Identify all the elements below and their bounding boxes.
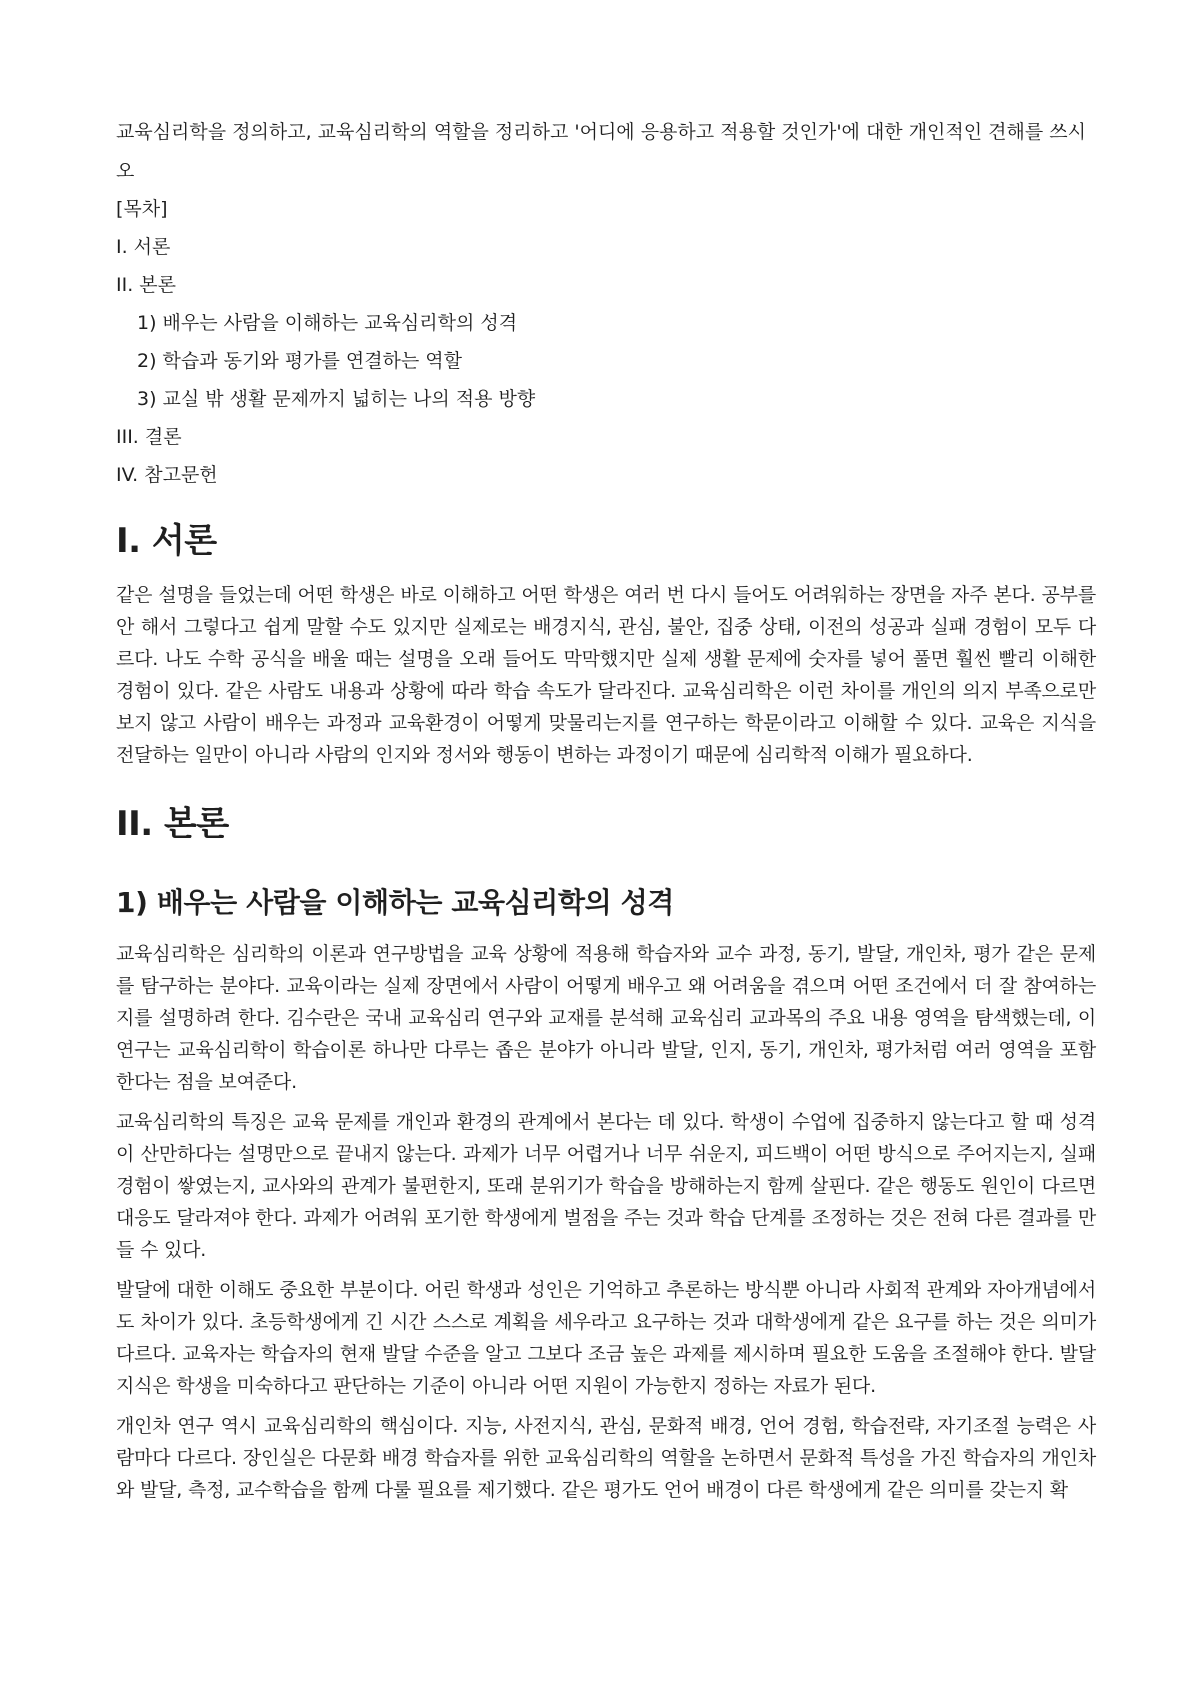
toc-item: III. 결론 — [116, 426, 182, 448]
toc-item: I. 서론 — [116, 236, 171, 258]
toc-subitem: 3) 교실 밖 생활 문제까지 넓히는 나의 적용 방향 — [137, 388, 536, 410]
section-heading-introduction: I. 서론 — [116, 521, 217, 561]
subsection-heading: 1) 배우는 사람을 이해하는 교육심리학의 성격 — [116, 886, 674, 919]
section-heading-main-body: II. 본론 — [116, 804, 229, 844]
toc-item: II. 본론 — [116, 274, 176, 296]
body-paragraph: 같은 설명을 들었는데 어떤 학생은 바로 이해하고 어떤 학생은 여러 번 다시 들어도 어려워하는 장면을 자주 본다. 공부를 안 해서 그렇다고 쉽게 말할 수도 있지만 실제로는 배경지식, 관심, 불안, 집중 상태, 이전의 성공과 실패 경험이 모두 다르다. 나도 수학 공식을 배울 때는 설명을 오래 들어도 막막했지만 실제 생활 문제에 숫자를 넣어 풀면 훨씬 빨리 이해한 경험이 있다. 같은 사람도 내용과 상황에 따라 학습 속도가 달라진다. 교육심리학은 이런 차이를 개인의 의지 부족으로만 보지 않고 사람이 배우는 과정과 교육환경이 어떻게 맞물리는지를 연구하는 학문이라고 이해할 수 있다. 교육은 지식을 전달하는 일만이 아니라 사람의 인지와 정서와 행동이 변하는 과정이기 때문에 심리학적 이해가 필요하다. — [116, 584, 1096, 766]
body-paragraph: 발달에 대한 이해도 중요한 부분이다. 어린 학생과 성인은 기억하고 추론하는 방식뿐 아니라 사회적 관계와 자아개념에서도 차이가 있다. 초등학생에게 긴 시간 스스로 계획을 세우라고 요구하는 것과 대학생에게 같은 요구를 하는 것은 의미가 다르다. 교육자는 학습자의 현재 발달 수준을 알고 그보다 조금 높은 과제를 제시하며 필요한 도움을 조절해야 한다. 발달 지식은 학생을 미숙하다고 판단하는 기준이 아니라 어떤 지원이 가능한지 정하는 자료가 된다. — [116, 1279, 1096, 1397]
toc-item: IV. 참고문헌 — [116, 464, 218, 486]
body-paragraph: 교육심리학은 심리학의 이론과 연구방법을 교육 상황에 적용해 학습자와 교수 과정, 동기, 발달, 개인차, 평가 같은 문제를 탐구하는 분야다. 교육이라는 실제 장면에서 사람이 어떻게 배우고 왜 어려움을 겪으며 어떤 조건에서 더 잘 참여하는지를 설명하려 한다. 김수란은 국내 교육심리 연구와 교재를 분석해 교육심리 교과목의 주요 내용 영역을 탐색했는데, 이 연구는 교육심리학이 학습이론 하나만 다루는 좁은 분야가 아니라 발달, 인지, 동기, 개인차, 평가처럼 여러 영역을 포함한다는 점을 보여준다. — [116, 943, 1096, 1093]
body-paragraph: 개인차 연구 역시 교육심리학의 핵심이다. 지능, 사전지식, 관심, 문화적 배경, 언어 경험, 학습전략, 자기조절 능력은 사람마다 다르다. 장인실은 다문화 배경 학습자를 위한 교육심리학의 역할을 논하면서 문화적 특성을 가진 학습자의 개인차와 발달, 측정, 교수학습을 함께 다룰 필요를 제기했다. 같은 평가도 언어 배경이 다른 학생에게 같은 의미를 갖는지 확 — [116, 1415, 1096, 1501]
assignment-prompt: 교육심리학을 정의하고, 교육심리학의 역할을 정리하고 '어디에 응용하고 적용할 것인가'에 대한 개인적인 견해를 쓰시오 — [116, 121, 1086, 182]
toc-subitem: 2) 학습과 동기와 평가를 연결하는 역할 — [137, 350, 463, 372]
table-of-contents — [116, 197, 1096, 488]
body-paragraph: 교육심리학의 특징은 교육 문제를 개인과 환경의 관계에서 본다는 데 있다. 학생이 수업에 집중하지 않는다고 할 때 성격이 산만하다는 설명만으로 끝내지 않는다. 과제가 너무 어렵거나 너무 쉬운지, 피드백이 어떤 방식으로 주어지는지, 실패 경험이 쌓였는지, 교사와의 관계가 불편한지, 또래 분위기가 학습을 방해하는지 함께 살핀다. 같은 행동도 원인이 다르면 대응도 달라져야 한다. 과제가 어려워 포기한 학생에게 벌점을 주는 것과 학습 단계를 조정하는 것은 전혀 다른 결과를 만들 수 있다. — [116, 1111, 1096, 1261]
toc-title: [목차] — [116, 198, 168, 220]
toc-subitem: 1) 배우는 사람을 이해하는 교육심리학의 성격 — [137, 312, 518, 334]
